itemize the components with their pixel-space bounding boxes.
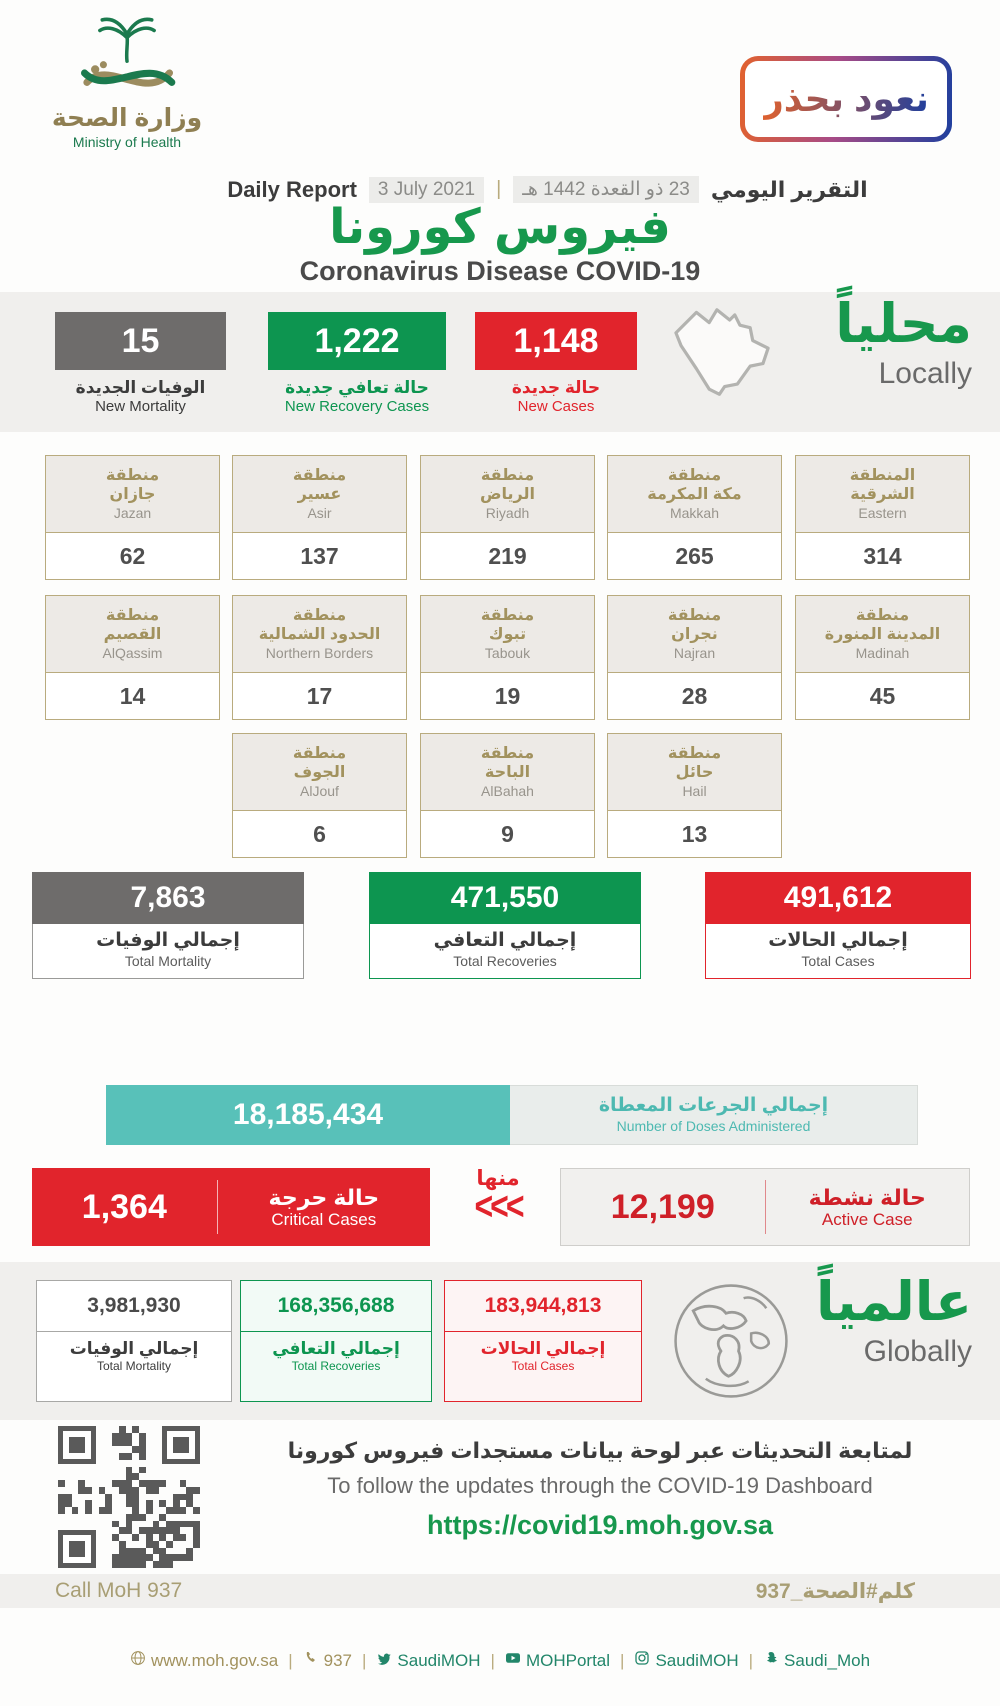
region-label-en: Northern Borders <box>265 645 374 662</box>
new-recoveries-label-ar: حالة تعافي جديدة <box>285 378 429 397</box>
separator: | <box>361 1650 367 1670</box>
region-label-ar2: جازان <box>109 486 156 504</box>
link-youtube[interactable] <box>505 1650 610 1671</box>
new-mortality-label-en: New Mortality <box>95 398 186 416</box>
divider <box>765 1180 766 1234</box>
total-recoveries-value: 471,550 <box>369 872 641 924</box>
total-cases-label-ar: إجمالي الحالات <box>768 930 908 951</box>
critical-cases-box <box>32 1168 430 1246</box>
region-label-en: Hail <box>682 783 707 800</box>
region-label-ar2: الحدود الشمالية <box>258 626 381 644</box>
globally-heading-en: Globally <box>863 1334 972 1368</box>
new-cases-label-ar: حالة جديدة <box>511 378 601 397</box>
region-label-ar: منطقة <box>480 606 535 624</box>
instagram-icon <box>634 1650 650 1671</box>
region-card-najran <box>607 595 782 720</box>
of-which-label: منها <box>476 1167 520 1190</box>
of-which-connector <box>448 1166 548 1246</box>
global-recoveries-value: 168,356,688 <box>277 1294 395 1317</box>
region-value: 137 <box>300 543 339 569</box>
region-value: 314 <box>863 543 902 569</box>
region-label-ar2: الجوف <box>293 764 346 782</box>
link-label: Saudi_Moh <box>784 1650 871 1670</box>
region-card-asir <box>232 455 407 580</box>
region-label-en: Najran <box>673 645 716 662</box>
new-recoveries-label-en: New Recovery Cases <box>284 398 430 416</box>
globally-heading <box>816 1274 972 1369</box>
total-cases-label-en: Total Cases <box>801 952 875 969</box>
active-cases-label-en: Active Case <box>821 1209 913 1229</box>
call-moh-arabic: كلم#الصحة_937 <box>755 1579 915 1603</box>
region-value: 6 <box>313 821 326 847</box>
region-card-makkah <box>607 455 782 580</box>
total-recoveries-label-en: Total Recoveries <box>453 952 557 969</box>
critical-cases-label-ar: حالة حرجة <box>268 1184 380 1210</box>
globally-heading-ar: عالمياً <box>816 1272 972 1332</box>
dashboard-callout <box>230 1438 970 1541</box>
global-recoveries-label-ar: إجمالي التعافي <box>272 1339 400 1358</box>
separator: | <box>748 1650 754 1670</box>
region-label-ar2: الباحة <box>484 764 531 782</box>
twitter-icon <box>376 1650 392 1671</box>
region-card-madinah <box>795 595 970 720</box>
region-label-en: Eastern <box>858 505 907 522</box>
phone-icon <box>303 1650 319 1671</box>
new-cases-label-en: New Cases <box>517 398 595 416</box>
globe-icon <box>668 1278 794 1404</box>
region-label-en: AlBahah <box>481 783 534 800</box>
global-mortality-value: 3,981,930 <box>87 1294 181 1317</box>
region-label-en: Riyadh <box>485 505 530 522</box>
critical-cases-value: 1,364 <box>81 1187 167 1226</box>
call-banner <box>0 1574 1000 1608</box>
region-label-ar2: الرياض <box>480 486 535 504</box>
region-value: 9 <box>501 821 514 847</box>
left-chevrons-icon: <<< <box>474 1183 522 1229</box>
doses-label-en: Number of Doses Administered <box>616 1118 811 1135</box>
region-label-ar2: تبوك <box>488 626 527 644</box>
region-label-ar: المنطقة <box>849 466 916 484</box>
global-cases-value: 183,944,813 <box>484 1294 602 1317</box>
page-title-arabic: فيروس كورونا <box>329 201 671 254</box>
globally-section <box>0 1262 1000 1420</box>
gregorian-date: 3 July 2021 <box>369 177 484 203</box>
region-label-en: Tabouk <box>484 645 531 662</box>
region-card-eastern <box>795 455 970 580</box>
hijri-date: 23 ذو القعدة 1442 هـ <box>513 176 699 203</box>
region-card-jazan <box>45 455 220 580</box>
region-value: 62 <box>119 543 146 569</box>
doses-value: 18,185,434 <box>106 1085 510 1145</box>
total-mortality-card <box>32 872 304 979</box>
global-mortality-label-en: Total Mortality <box>96 1359 172 1374</box>
region-label-ar2: المدينة المنورة <box>824 626 941 644</box>
region-card-alqassim <box>45 595 220 720</box>
region-label-ar: منطقة <box>667 466 722 484</box>
critical-cases-label-en: Critical Cases <box>271 1209 377 1229</box>
moh-logo <box>42 14 212 150</box>
link-website[interactable] <box>130 1650 278 1671</box>
region-card-riyadh <box>420 455 595 580</box>
total-recoveries-card <box>369 872 641 979</box>
region-label-en: Madinah <box>855 645 910 662</box>
qr-finder-icon <box>162 1426 200 1464</box>
page-title-english: Coronavirus Disease COVID-19 <box>299 256 701 286</box>
separator: | <box>490 1650 495 1670</box>
ministry-name-english: Ministry of Health <box>72 134 182 150</box>
link-label: SaudiMOH <box>397 1650 481 1670</box>
total-cases-value: 491,612 <box>705 872 971 924</box>
link-snapchat[interactable] <box>763 1650 870 1671</box>
qr-code <box>58 1426 200 1568</box>
date-separator: | <box>496 178 502 200</box>
new-recoveries-value: 1,222 <box>268 312 446 370</box>
dashboard-url-link[interactable]: https://covid19.moh.gov.sa <box>426 1510 774 1540</box>
return-with-caution-badge <box>740 56 952 142</box>
region-value: 265 <box>675 543 714 569</box>
global-mortality-card <box>36 1280 232 1402</box>
moh-emblem-icon <box>42 14 212 106</box>
new-cases-labels <box>475 378 637 416</box>
total-recoveries-label-ar: إجمالي التعافي <box>433 930 577 951</box>
region-label-en: Jazan <box>113 505 152 522</box>
region-value: 28 <box>681 683 708 709</box>
youtube-icon <box>505 1650 521 1671</box>
qr-finder-icon <box>58 1530 96 1568</box>
global-recoveries-card <box>240 1280 432 1402</box>
total-mortality-label-ar: إجمالي الوفيات <box>96 930 240 951</box>
global-mortality-label-ar: إجمالي الوفيات <box>69 1339 199 1358</box>
region-label-ar2: مكة المكرمة <box>647 486 742 504</box>
link-label: SaudiMOH <box>655 1650 739 1670</box>
separator: | <box>620 1650 625 1670</box>
region-label-ar: منطقة <box>667 606 722 624</box>
region-label-en: Asir <box>307 505 332 522</box>
region-label-ar: منطقة <box>667 744 722 762</box>
total-mortality-value: 7,863 <box>32 872 304 924</box>
call-moh-english: Call MoH 937 <box>55 1579 183 1602</box>
global-cases-label-ar: إجمالي الحالات <box>480 1339 606 1358</box>
region-value: 14 <box>119 683 146 709</box>
separator: | <box>288 1650 293 1670</box>
global-cases-label-en: Total Cases <box>511 1359 575 1374</box>
dashboard-line-ar: لمتابعة التحديثات عبر لوحة بيانات مستجدات فيروس كورونا <box>287 1438 913 1463</box>
link-twitter[interactable] <box>376 1650 480 1671</box>
qr-finder-icon <box>58 1426 96 1464</box>
region-card-northern-borders <box>232 595 407 720</box>
daily-report-label-ar: التقرير اليومي <box>710 176 868 202</box>
region-label-ar2: الشرقية <box>850 486 915 504</box>
region-label-en: AlQassim <box>102 645 163 662</box>
doses-label-ar: إجمالي الجرعات المعطاة <box>598 1095 829 1117</box>
snapchat-icon <box>763 1650 779 1671</box>
badge-text: نعود بحذر <box>763 78 929 119</box>
globe-icon <box>130 1650 146 1671</box>
daily-report-label-en: Daily Report <box>227 176 357 202</box>
region-label-ar2: نجران <box>671 626 718 644</box>
region-card-tabouk <box>420 595 595 720</box>
region-card-hail <box>607 733 782 858</box>
link-label: 937 <box>323 1650 352 1670</box>
saudi-arabia-map-icon <box>658 296 786 426</box>
link-instagram[interactable] <box>634 1650 738 1671</box>
global-recoveries-label-en: Total Recoveries <box>291 1359 381 1374</box>
region-label-en: AlJouf <box>300 783 339 800</box>
region-label-ar2: عسير <box>297 486 342 504</box>
region-label-ar: منطقة <box>292 606 347 624</box>
locally-heading-en: Locally <box>878 356 972 390</box>
global-cases-card <box>444 1280 642 1402</box>
region-label-ar: منطقة <box>292 466 347 484</box>
new-mortality-value: 15 <box>55 312 226 370</box>
region-label-en: Makkah <box>669 505 720 522</box>
dashboard-line-en: To follow the updates through the COVID-19 Dashboard <box>327 1473 873 1498</box>
region-card-albahah <box>420 733 595 858</box>
link-label: MOHPortal <box>525 1650 611 1670</box>
region-value: 19 <box>494 683 521 709</box>
region-label-ar: منطقة <box>105 466 160 484</box>
active-cases-label-ar: حالة نشطة <box>808 1184 926 1210</box>
region-value: 45 <box>869 683 896 709</box>
region-label-ar2: حائل <box>675 764 714 782</box>
total-mortality-label-en: Total Mortality <box>124 952 212 969</box>
doses-administered-bar <box>106 1085 918 1145</box>
total-cases-card <box>705 872 971 979</box>
new-mortality-labels <box>55 378 226 416</box>
new-recoveries-labels <box>268 378 446 416</box>
region-label-ar: منطقة <box>292 744 347 762</box>
link-phone[interactable] <box>303 1650 352 1671</box>
region-card-aljouf <box>232 733 407 858</box>
active-cases-value: 12,199 <box>610 1187 715 1226</box>
region-value: 13 <box>681 821 708 847</box>
report-date-line <box>150 176 945 203</box>
active-cases-box <box>560 1168 970 1246</box>
region-label-ar: منطقة <box>480 466 535 484</box>
region-label-ar: منطقة <box>105 606 160 624</box>
region-label-ar: منطقة <box>855 606 910 624</box>
region-label-ar2: القصيم <box>103 626 162 644</box>
link-label: www.moh.gov.sa <box>150 1650 279 1670</box>
locally-section <box>0 292 1000 432</box>
new-cases-value: 1,148 <box>475 312 637 370</box>
locally-heading <box>835 296 972 391</box>
locally-heading-ar: محلياً <box>835 294 972 354</box>
region-value: 219 <box>488 543 527 569</box>
new-mortality-label-ar: الوفيات الجديدة <box>75 378 206 397</box>
social-links-bar <box>0 1650 1000 1671</box>
region-value: 17 <box>306 683 333 709</box>
ministry-name-arabic: وزارة الصحة <box>51 104 203 132</box>
region-label-ar: منطقة <box>480 744 535 762</box>
